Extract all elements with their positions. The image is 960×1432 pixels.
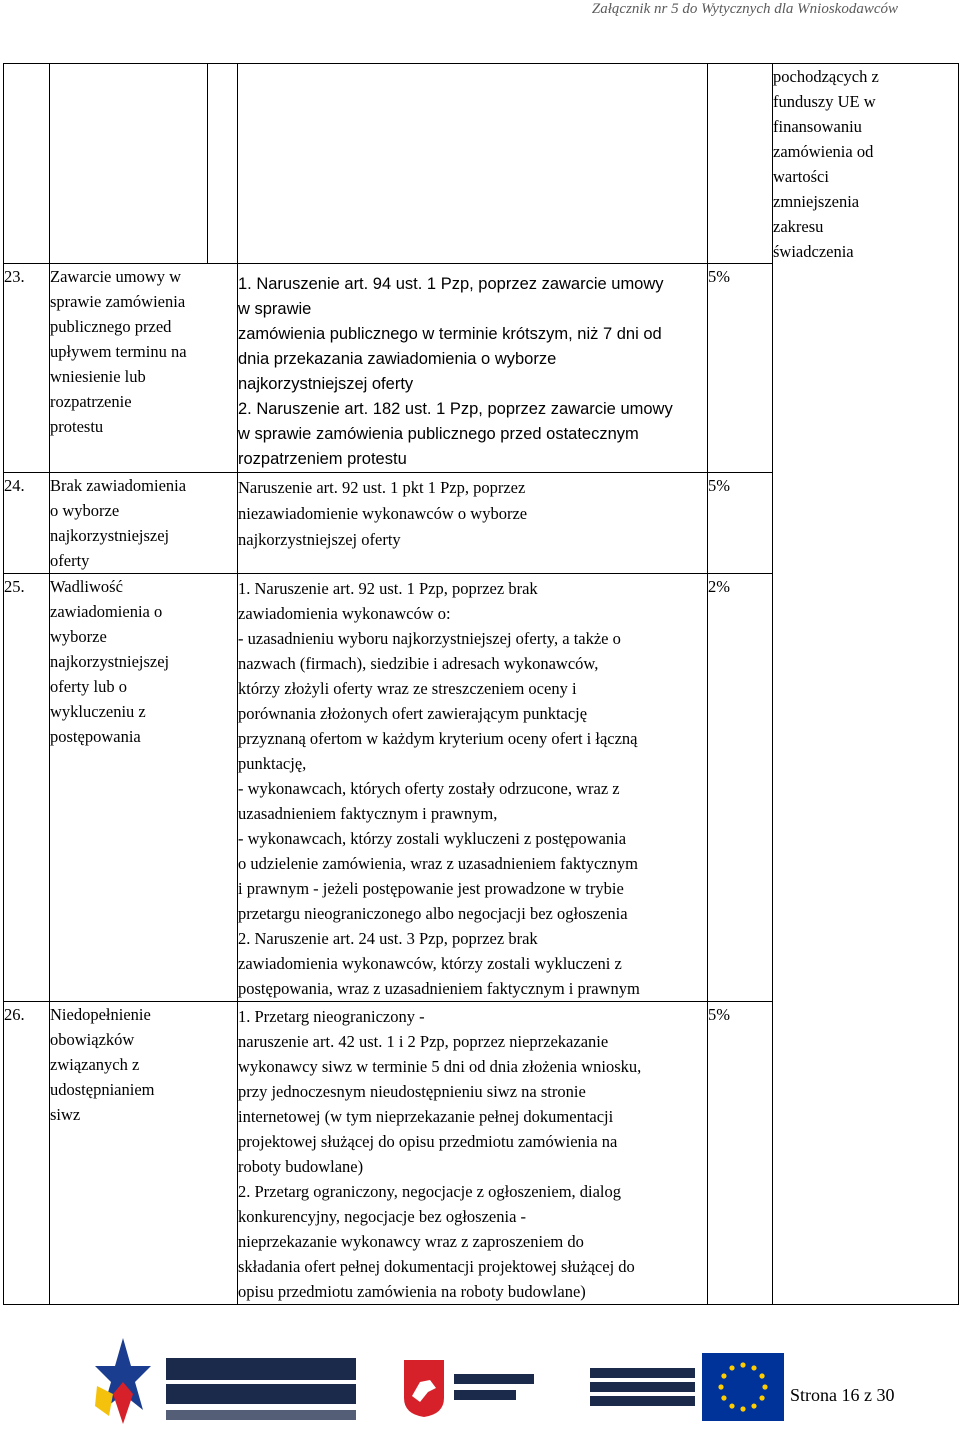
description-line: 2. Naruszenie art. 24 ust. 3 Pzp, poprzez brak — [238, 929, 538, 948]
description-line: którzy złożyli oferty wraz ze streszczeniem oceny i — [238, 679, 577, 698]
description-line: punktację, — [238, 754, 307, 773]
description-line: internetowej (w tym nieprzekazanie pełnej dokumentacji — [238, 1107, 614, 1126]
violation-name-line: wykluczeniu z — [50, 702, 146, 721]
violation-name-line: Wadliwość — [50, 577, 123, 596]
violation-name — [50, 574, 238, 1002]
description-line: dnia przekazania zawiadomienia o wyborze — [238, 350, 557, 368]
cell-no — [4, 64, 50, 264]
violation-name-line: wyborze — [50, 627, 107, 646]
violation-name-line: Brak zawiadomienia — [50, 476, 187, 495]
violation-description — [238, 473, 708, 574]
description-line: porównania złożonych ofert zawierającym punktację — [238, 704, 588, 723]
violation-name-line: wniesienie lub — [50, 367, 146, 386]
description-line: przy jednoczesnym nieudostępnieniu siwz na stronie — [238, 1082, 586, 1101]
description-line: roboty budowlane) — [238, 1157, 364, 1176]
note-line: zmniejszenia — [773, 192, 860, 211]
violation-name-line: oferty — [50, 551, 90, 570]
note-line: zakresu — [773, 217, 824, 236]
violation-name-line: udostępnianiem — [50, 1080, 155, 1099]
description-line: zawiadomienia wykonawców o: — [238, 604, 451, 623]
violation-name-line: publicznego przed — [50, 317, 172, 336]
cell-rate — [708, 64, 773, 264]
correction-rate: 5% — [708, 1002, 773, 1305]
note-line: zamówienia od — [773, 142, 874, 161]
description-line: nieprzekazanie wykonawcy wraz z zaproszeniem do — [238, 1232, 584, 1251]
eu-flag-icon — [702, 1353, 784, 1421]
description-line: - wykonawcach, którzy zostali wykluczeni z postępowania — [238, 829, 627, 848]
violation-description — [238, 1002, 708, 1305]
page-footer — [0, 1330, 960, 1430]
eu-star-icon — [759, 1395, 764, 1400]
row-number: 24. — [4, 473, 50, 574]
lubelskie-voivodeship-logo — [400, 1358, 540, 1418]
description-line: rozpatrzeniem protestu — [238, 450, 407, 468]
row-number: 25. — [4, 574, 50, 1002]
correction-rate: 5% — [708, 473, 773, 574]
violation-name-line: oferty lub o — [50, 677, 127, 696]
cohesion-strategy-star-logo — [93, 1336, 153, 1426]
description-line: zawiadomienia wykonawców, którzy zostali wykluczeni z — [238, 954, 622, 973]
description-line: projektowej służącej do opisu przedmiotu zamówienia na — [238, 1132, 618, 1151]
description-line: i prawnym - jeżeli postępowanie jest prowadzone w trybie — [238, 879, 624, 898]
description-line: nazwach (firmach), siedzibie i adresach wykonawców, — [238, 654, 599, 673]
description-line: w sprawie — [238, 300, 312, 318]
violation-name-line: rozpatrzenie — [50, 392, 132, 411]
cell-gap — [208, 64, 238, 264]
description-line: - uzasadnieniu wyboru najkorzystniejszej oferty, a także o — [238, 629, 621, 648]
eu-star-icon — [740, 1406, 745, 1411]
description-line: 1. Przetarg nieograniczony - — [238, 1007, 425, 1026]
cell-name — [50, 64, 208, 264]
cell-desc — [238, 64, 708, 264]
row-number: 26. — [4, 1002, 50, 1305]
violation-name-line: najkorzystniejszej — [50, 652, 170, 671]
eu-star-icon — [740, 1362, 745, 1367]
violation-name-line: najkorzystniejszej — [50, 526, 170, 545]
row-number: 23. — [4, 264, 50, 473]
eu-star-icon — [721, 1395, 726, 1400]
violation-name-line: Niedopełnienie — [50, 1005, 151, 1024]
description-line: 1. Naruszenie art. 92 ust. 1 Pzp, poprzez brak — [238, 579, 538, 598]
description-line: najkorzystniejszej oferty — [238, 530, 401, 549]
description-line: 2. Naruszenie art. 182 ust. 1 Pzp, poprzez zawarcie umowy — [238, 400, 673, 418]
description-line: opisu przedmiotu zamówienia na roboty budowlane) — [238, 1282, 586, 1301]
violation-description — [238, 264, 708, 473]
violation-name-line: zawiadomienia o — [50, 602, 163, 621]
description-line: najkorzystniejszej oferty — [238, 375, 414, 393]
note-line: świadczenia — [773, 242, 854, 261]
description-line: zamówienia publicznego w terminie krótszym, niż 7 dni od — [238, 325, 662, 343]
note-line: funduszy UE w — [773, 92, 876, 111]
note-line: pochodzących z — [773, 67, 879, 86]
eu-star-icon — [718, 1384, 723, 1389]
description-line: uzasadnieniem faktycznym i prawnym, — [238, 804, 498, 823]
violation-name-line: siwz — [50, 1105, 81, 1124]
description-line: naruszenie art. 42 ust. 1 i 2 Pzp, poprzez nieprzekazanie — [238, 1032, 609, 1051]
violation-name-line: protestu — [50, 417, 104, 436]
description-line: 2. Przetarg ograniczony, negocjacje z ogłoszeniem, dialog — [238, 1182, 622, 1201]
eu-star-icon — [729, 1403, 734, 1408]
eu-star-icon — [721, 1373, 726, 1378]
eu-star-icon — [759, 1373, 764, 1378]
violations-table — [3, 63, 959, 1305]
document-header-title: Załącznik nr 5 do Wytycznych dla Wnioskodawców — [591, 1, 898, 17]
description-line: o udzielenie zamówienia, wraz z uzasadnieniem faktycznym — [238, 854, 638, 873]
description-line: konkurencyjny, negocjacje bez ogłoszenia - — [238, 1207, 527, 1226]
note-line: wartości — [773, 167, 829, 186]
violation-name-line: o wyborze — [50, 501, 120, 520]
violation-name-line: postępowania — [50, 727, 141, 746]
violation-name-line: upływem terminu na — [50, 342, 187, 361]
eu-star-icon — [751, 1403, 756, 1408]
violation-name — [50, 473, 238, 574]
description-line: - wykonawcach, których oferty zostały odrzucone, wraz z — [238, 779, 620, 798]
eu-star-icon — [729, 1365, 734, 1370]
violation-name — [50, 264, 238, 473]
description-line: 1. Naruszenie art. 94 ust. 1 Pzp, poprzez zawarcie umowy — [238, 275, 664, 293]
violation-name — [50, 1002, 238, 1305]
eu-star-icon — [751, 1365, 756, 1370]
violation-name-line: związanych z — [50, 1055, 140, 1074]
page-number: Strona 16 z 30 — [790, 1385, 895, 1405]
description-line: postępowania, wraz z uzasadnieniem faktycznym i prawnym — [238, 979, 640, 998]
description-line: przetargu nieograniczonego albo negocjacji bez ogłoszenia — [238, 904, 628, 923]
continuation-note-cell — [773, 64, 959, 1305]
description-line: Naruszenie art. 92 ust. 1 pkt 1 Pzp, poprzez — [238, 478, 526, 497]
correction-rate: 5% — [708, 264, 773, 473]
table-row-continuation — [4, 64, 959, 264]
description-line: składania ofert pełnej dokumentacji projektowej służącej do — [238, 1257, 635, 1276]
eu-star-icon — [762, 1384, 767, 1389]
correction-rate: 2% — [708, 574, 773, 1002]
description-line: niezawiadomienie wykonawców o wyborze — [238, 504, 528, 523]
description-line: przyznaną ofertom w każdym kryterium oceny ofert i łączną — [238, 729, 638, 748]
regional-programme-logo — [166, 1356, 356, 1422]
eu-fund-label-logo — [590, 1366, 695, 1408]
violation-description — [238, 574, 708, 1002]
violation-name-line: sprawie zamówienia — [50, 292, 186, 311]
violation-name-line: Zawarcie umowy w — [50, 267, 182, 286]
note-line: finansowaniu — [773, 117, 862, 136]
description-line: wykonawcy siwz w terminie 5 dni od dnia złożenia wniosku, — [238, 1057, 642, 1076]
description-line: w sprawie zamówienia publicznego przed ostatecznym — [238, 425, 639, 443]
violation-name-line: obowiązków — [50, 1030, 135, 1049]
